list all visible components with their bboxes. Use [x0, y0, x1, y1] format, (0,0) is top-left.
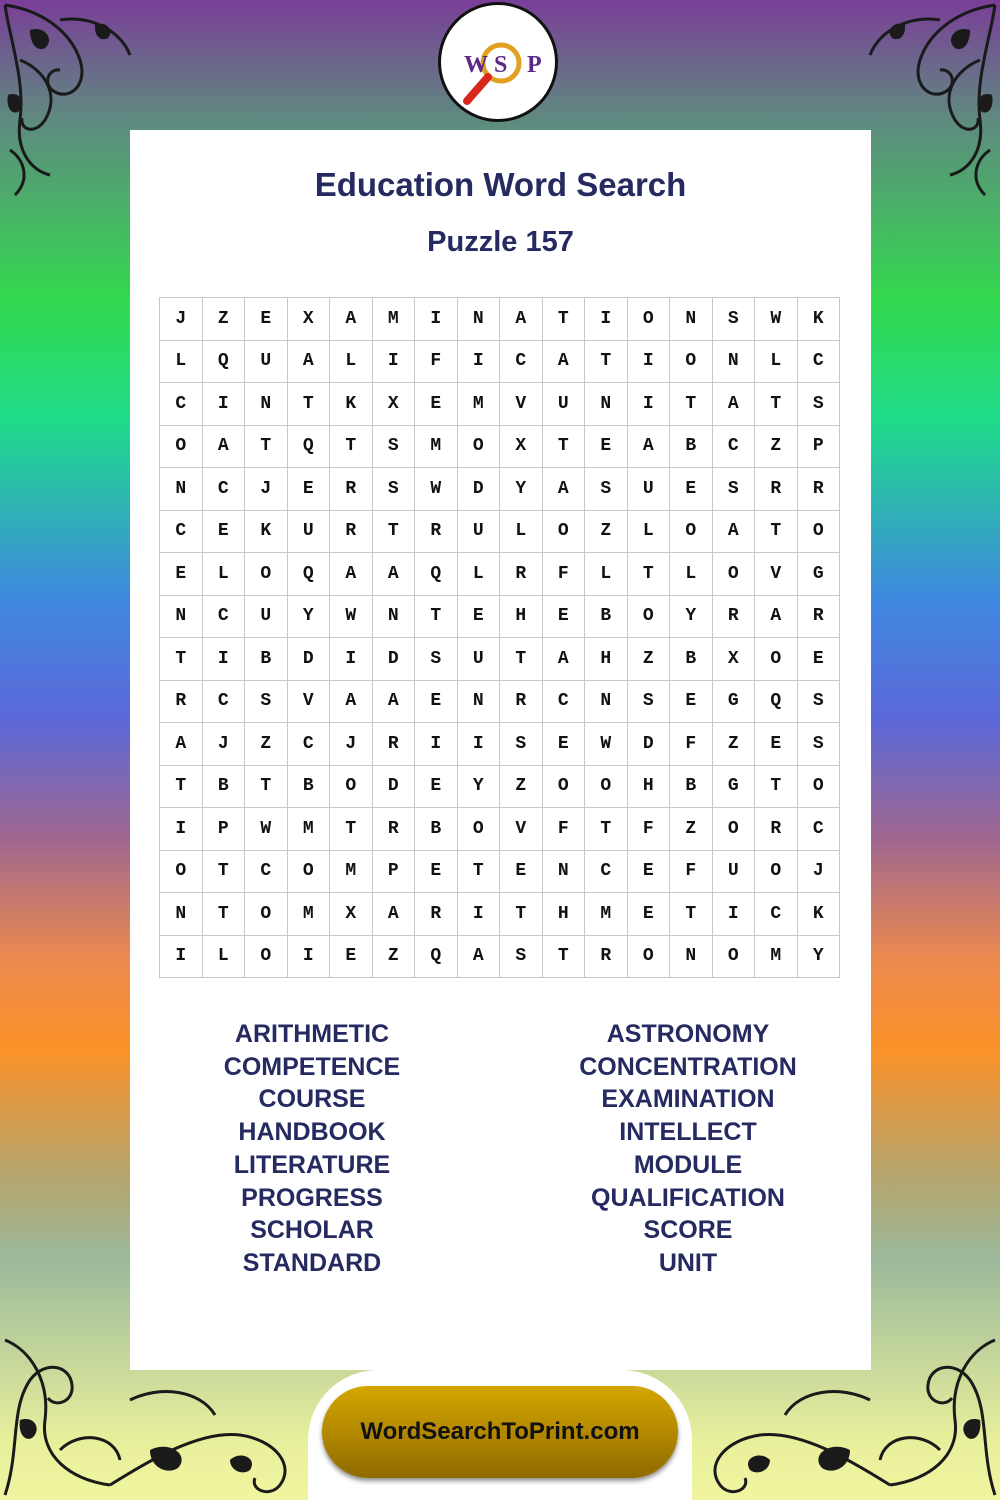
grid-cell[interactable]: B	[670, 766, 713, 809]
grid-cell[interactable]: R	[415, 511, 458, 554]
grid-cell[interactable]: V	[288, 681, 331, 724]
grid-cell[interactable]: O	[755, 638, 798, 681]
grid-cell[interactable]: L	[203, 936, 246, 979]
grid-cell[interactable]: R	[585, 936, 628, 979]
grid-cell[interactable]: M	[755, 936, 798, 979]
word-list-item: ARITHMETIC	[234, 1020, 390, 1048]
grid-cell[interactable]: P	[373, 851, 416, 894]
grid-cell[interactable]: T	[330, 808, 373, 851]
grid-cell[interactable]: C	[245, 851, 288, 894]
grid-cell[interactable]: D	[628, 723, 671, 766]
word-list-item: SCORE	[643, 1216, 733, 1245]
grid-cell[interactable]: E	[245, 298, 288, 341]
grid-cell[interactable]: T	[543, 936, 586, 979]
grid-cell[interactable]: H	[585, 638, 628, 681]
grid-cell[interactable]: S	[585, 468, 628, 511]
grid-cell[interactable]: R	[373, 723, 416, 766]
word-list-item: STANDARD	[242, 1248, 382, 1277]
grid-cell[interactable]: K	[798, 298, 841, 341]
grid-cell[interactable]: Y	[798, 936, 841, 979]
grid-cell[interactable]: N	[585, 383, 628, 426]
grid-cell[interactable]: P	[203, 808, 246, 851]
grid-cell[interactable]: M	[288, 808, 331, 851]
grid-cell[interactable]: R	[500, 681, 543, 724]
grid-cell[interactable]: L	[160, 341, 203, 384]
grid-cell[interactable]: N	[160, 468, 203, 511]
grid-cell[interactable]: I	[160, 808, 203, 851]
word-list-item: MODULE	[633, 1150, 743, 1179]
grid-cell[interactable]: E	[500, 851, 543, 894]
grid-cell[interactable]: A	[713, 383, 756, 426]
grid-cell[interactable]: U	[543, 383, 586, 426]
grid-cell[interactable]: E	[288, 468, 331, 511]
grid-cell[interactable]: U	[245, 596, 288, 639]
grid-cell[interactable]: E	[628, 851, 671, 894]
grid-cell[interactable]: R	[330, 511, 373, 554]
grid-cell[interactable]: E	[755, 723, 798, 766]
grid-cell[interactable]: V	[500, 383, 543, 426]
grid-cell[interactable]: I	[628, 383, 671, 426]
grid-cell[interactable]: T	[245, 426, 288, 469]
grid-cell[interactable]: B	[288, 766, 331, 809]
grid-cell[interactable]: S	[628, 681, 671, 724]
grid-cell[interactable]: O	[798, 511, 841, 554]
grid-cell[interactable]: N	[670, 936, 713, 979]
grid-cell[interactable]: X	[330, 893, 373, 936]
grid-cell[interactable]: T	[245, 766, 288, 809]
grid-cell[interactable]: E	[415, 766, 458, 809]
logo-letter-p: P	[527, 52, 542, 78]
grid-cell[interactable]: I	[288, 936, 331, 979]
grid-cell[interactable]: A	[373, 553, 416, 596]
grid-cell[interactable]: T	[415, 596, 458, 639]
grid-cell[interactable]: C	[500, 341, 543, 384]
word-list-item: COMPETENCE	[223, 1052, 401, 1081]
grid-cell[interactable]: R	[798, 596, 841, 639]
grid-cell[interactable]: R	[415, 893, 458, 936]
grid-cell[interactable]: N	[670, 298, 713, 341]
grid-cell[interactable]: C	[713, 426, 756, 469]
grid-cell[interactable]: R	[373, 808, 416, 851]
grid-cell[interactable]: S	[500, 936, 543, 979]
grid-cell[interactable]: E	[670, 681, 713, 724]
grid-cell[interactable]: Z	[628, 638, 671, 681]
grid-cell[interactable]: H	[543, 893, 586, 936]
grid-cell[interactable]: Z	[500, 766, 543, 809]
grid-cell[interactable]: T	[585, 808, 628, 851]
grid-cell[interactable]: A	[628, 426, 671, 469]
grid-cell[interactable]: Z	[755, 426, 798, 469]
grid-cell[interactable]: I	[203, 638, 246, 681]
word-list-item: PROGRESS	[241, 1183, 383, 1212]
grid-cell[interactable]: L	[203, 553, 246, 596]
grid-cell[interactable]: S	[713, 468, 756, 511]
grid-cell[interactable]: U	[458, 511, 501, 554]
grid-cell[interactable]: I	[160, 936, 203, 979]
grid-cell[interactable]: Q	[288, 426, 331, 469]
grid-cell[interactable]: W	[585, 723, 628, 766]
grid-cell[interactable]: N	[160, 893, 203, 936]
grid-cell[interactable]: E	[415, 851, 458, 894]
grid-cell[interactable]: O	[585, 766, 628, 809]
word-list-item: INTELLECT	[619, 1118, 757, 1147]
grid-cell[interactable]: L	[670, 553, 713, 596]
grid-cell[interactable]: O	[160, 851, 203, 894]
grid-cell[interactable]: C	[798, 808, 841, 851]
grid-cell[interactable]: U	[245, 341, 288, 384]
grid-cell[interactable]: U	[713, 851, 756, 894]
grid-cell[interactable]: R	[160, 681, 203, 724]
grid-cell[interactable]: Q	[415, 553, 458, 596]
grid-cell[interactable]: T	[160, 766, 203, 809]
grid-cell[interactable]: U	[288, 511, 331, 554]
site-link-button[interactable]	[322, 1386, 678, 1478]
grid-cell[interactable]: H	[500, 596, 543, 639]
grid-cell[interactable]: A	[500, 298, 543, 341]
grid-cell[interactable]: S	[713, 298, 756, 341]
grid-cell[interactable]: F	[543, 808, 586, 851]
grid-cell[interactable]: O	[713, 553, 756, 596]
grid-cell[interactable]: T	[670, 893, 713, 936]
grid-cell[interactable]: F	[628, 808, 671, 851]
grid-cell[interactable]: T	[585, 341, 628, 384]
grid-cell[interactable]: O	[670, 341, 713, 384]
grid-cell[interactable]: M	[373, 298, 416, 341]
logo-letter-w: W	[464, 52, 488, 78]
word-list-item: CONCENTRATION	[579, 1052, 797, 1081]
grid-cell[interactable]: W	[245, 808, 288, 851]
grid-cell[interactable]: Y	[670, 596, 713, 639]
corner-ornament-top-right	[850, 0, 1000, 200]
grid-cell[interactable]: R	[330, 468, 373, 511]
grid-cell[interactable]: A	[160, 723, 203, 766]
grid-cell[interactable]: O	[330, 766, 373, 809]
word-list-item: COURSE	[258, 1085, 366, 1114]
grid-cell[interactable]: P	[798, 426, 841, 469]
grid-cell[interactable]: V	[500, 808, 543, 851]
grid-cell[interactable]: T	[500, 638, 543, 681]
grid-cell[interactable]: N	[160, 596, 203, 639]
grid-cell[interactable]: L	[755, 341, 798, 384]
grid-cell[interactable]: N	[585, 681, 628, 724]
grid-cell[interactable]: G	[713, 681, 756, 724]
grid-cell[interactable]: N	[458, 681, 501, 724]
grid-cell[interactable]: T	[160, 638, 203, 681]
grid-cell[interactable]: S	[373, 468, 416, 511]
grid-cell[interactable]: T	[288, 383, 331, 426]
grid-cell[interactable]: D	[373, 766, 416, 809]
grid-cell[interactable]: S	[373, 426, 416, 469]
grid-cell[interactable]: A	[373, 893, 416, 936]
word-list-right	[528, 1018, 848, 1280]
grid-cell[interactable]: O	[755, 851, 798, 894]
grid-cell[interactable]: K	[798, 893, 841, 936]
grid-cell[interactable]: I	[628, 341, 671, 384]
grid-cell[interactable]: Q	[288, 553, 331, 596]
grid-cell[interactable]: I	[458, 723, 501, 766]
grid-cell[interactable]: A	[330, 681, 373, 724]
grid-cell[interactable]: A	[373, 681, 416, 724]
grid-cell[interactable]: R	[755, 808, 798, 851]
grid-cell[interactable]: E	[798, 638, 841, 681]
grid-cell[interactable]: F	[670, 851, 713, 894]
grid-cell[interactable]: E	[670, 468, 713, 511]
word-list-item: EXAMINATION	[601, 1085, 775, 1114]
grid-cell[interactable]: T	[543, 298, 586, 341]
word-list-item: LITERATURE	[233, 1150, 391, 1179]
word-list-item: ASTRONOMY	[606, 1020, 770, 1048]
grid-cell[interactable]: B	[245, 638, 288, 681]
site-link-label: WordSearchToPrint.com	[360, 1418, 640, 1445]
grid-cell[interactable]: K	[245, 511, 288, 554]
puzzle-title: Education Word Search	[314, 166, 687, 203]
grid-cell[interactable]: I	[713, 893, 756, 936]
grid-cell[interactable]: I	[585, 298, 628, 341]
grid-cell[interactable]: O	[628, 596, 671, 639]
grid-cell[interactable]: R	[755, 468, 798, 511]
grid-cell[interactable]: Z	[245, 723, 288, 766]
grid-cell[interactable]: B	[670, 426, 713, 469]
grid-cell[interactable]: J	[245, 468, 288, 511]
word-list-item: SCHOLAR	[250, 1216, 374, 1245]
grid-cell[interactable]: O	[245, 893, 288, 936]
grid-cell[interactable]: T	[203, 893, 246, 936]
grid-cell[interactable]: A	[755, 596, 798, 639]
grid-cell[interactable]: O	[458, 426, 501, 469]
grid-cell[interactable]: U	[628, 468, 671, 511]
grid-cell[interactable]: Y	[288, 596, 331, 639]
grid-cell[interactable]: I	[415, 723, 458, 766]
grid-cell[interactable]: O	[458, 808, 501, 851]
grid-cell[interactable]: E	[543, 596, 586, 639]
grid-cell[interactable]: I	[330, 638, 373, 681]
grid-cell[interactable]: A	[543, 468, 586, 511]
grid-cell[interactable]: Q	[203, 341, 246, 384]
grid-cell[interactable]: O	[543, 766, 586, 809]
grid-cell[interactable]: D	[373, 638, 416, 681]
grid-cell[interactable]: O	[628, 298, 671, 341]
grid-cell[interactable]: M	[415, 426, 458, 469]
grid-cell[interactable]: C	[203, 681, 246, 724]
grid-cell[interactable]: R	[500, 553, 543, 596]
word-list-left	[152, 1018, 472, 1280]
grid-cell[interactable]: S	[245, 681, 288, 724]
grid-cell[interactable]: F	[415, 341, 458, 384]
grid-cell[interactable]: E	[543, 723, 586, 766]
grid-cell[interactable]: O	[543, 511, 586, 554]
grid-cell[interactable]: T	[330, 426, 373, 469]
grid-cell[interactable]: W	[330, 596, 373, 639]
grid-cell[interactable]: S	[798, 723, 841, 766]
grid-cell[interactable]: Z	[203, 298, 246, 341]
grid-cell[interactable]: B	[670, 638, 713, 681]
grid-cell[interactable]: J	[160, 298, 203, 341]
grid-cell[interactable]: N	[373, 596, 416, 639]
grid-cell[interactable]: R	[798, 468, 841, 511]
grid-cell[interactable]: I	[203, 383, 246, 426]
grid-cell[interactable]: X	[500, 426, 543, 469]
grid-cell[interactable]: C	[585, 851, 628, 894]
grid-cell[interactable]: C	[543, 681, 586, 724]
grid-cell[interactable]: E	[415, 681, 458, 724]
grid-cell[interactable]: I	[458, 341, 501, 384]
word-list-item: QUALIFICATION	[591, 1183, 785, 1212]
grid-cell[interactable]: B	[203, 766, 246, 809]
grid-cell[interactable]: Z	[670, 808, 713, 851]
grid-cell[interactable]: U	[458, 638, 501, 681]
grid-cell[interactable]: O	[628, 936, 671, 979]
grid-cell[interactable]: E	[330, 936, 373, 979]
grid-cell[interactable]: Y	[500, 468, 543, 511]
grid-cell[interactable]: C	[160, 383, 203, 426]
grid-cell[interactable]: J	[203, 723, 246, 766]
grid-cell[interactable]: T	[755, 766, 798, 809]
grid-cell[interactable]: T	[543, 426, 586, 469]
grid-cell[interactable]: T	[755, 383, 798, 426]
grid-cell[interactable]: M	[585, 893, 628, 936]
grid-cell[interactable]: Z	[585, 511, 628, 554]
grid-cell[interactable]: Q	[755, 681, 798, 724]
grid-cell[interactable]: C	[755, 893, 798, 936]
grid-cell[interactable]: E	[585, 426, 628, 469]
puzzle-panel	[130, 130, 871, 1370]
grid-cell[interactable]: L	[330, 341, 373, 384]
letter-grid	[159, 297, 840, 978]
grid-cell[interactable]: N	[458, 298, 501, 341]
grid-cell[interactable]: C	[798, 341, 841, 384]
grid-cell[interactable]: A	[543, 341, 586, 384]
grid-cell[interactable]: D	[458, 468, 501, 511]
grid-cell[interactable]: M	[288, 893, 331, 936]
grid-cell[interactable]: E	[203, 511, 246, 554]
grid-cell[interactable]: L	[628, 511, 671, 554]
grid-cell[interactable]: O	[160, 426, 203, 469]
grid-cell[interactable]: T	[670, 383, 713, 426]
grid-cell[interactable]: N	[543, 851, 586, 894]
grid-cell[interactable]: O	[713, 936, 756, 979]
grid-cell[interactable]: O	[288, 851, 331, 894]
grid-cell[interactable]: T	[500, 893, 543, 936]
grid-cell[interactable]: A	[713, 511, 756, 554]
grid-cell[interactable]: L	[585, 553, 628, 596]
grid-cell[interactable]: T	[373, 511, 416, 554]
grid-cell[interactable]: G	[713, 766, 756, 809]
grid-cell[interactable]: F	[543, 553, 586, 596]
grid-cell[interactable]: C	[203, 468, 246, 511]
grid-cell[interactable]: L	[458, 553, 501, 596]
grid-cell[interactable]: B	[415, 808, 458, 851]
grid-cell[interactable]: Z	[373, 936, 416, 979]
grid-cell[interactable]: V	[755, 553, 798, 596]
grid-cell[interactable]: J	[330, 723, 373, 766]
grid-cell[interactable]: C	[203, 596, 246, 639]
grid-cell[interactable]: X	[288, 298, 331, 341]
grid-cell[interactable]: X	[373, 383, 416, 426]
grid-cell[interactable]: N	[713, 341, 756, 384]
grid-cell[interactable]: I	[458, 893, 501, 936]
word-list-item: HANDBOOK	[238, 1118, 386, 1147]
grid-cell[interactable]: A	[543, 638, 586, 681]
grid-cell[interactable]: Q	[415, 936, 458, 979]
grid-cell[interactable]: G	[798, 553, 841, 596]
grid-cell[interactable]: S	[415, 638, 458, 681]
corner-ornament-top-left	[0, 0, 150, 200]
grid-cell[interactable]: F	[670, 723, 713, 766]
grid-cell[interactable]: A	[288, 341, 331, 384]
grid-cell[interactable]: A	[203, 426, 246, 469]
grid-cell[interactable]: A	[330, 553, 373, 596]
grid-cell[interactable]: H	[628, 766, 671, 809]
grid-cell[interactable]: N	[245, 383, 288, 426]
grid-cell[interactable]: J	[798, 851, 841, 894]
grid-cell[interactable]: S	[798, 383, 841, 426]
grid-cell[interactable]: C	[160, 511, 203, 554]
grid-cell[interactable]: S	[798, 681, 841, 724]
puzzle-number: Puzzle 157	[427, 226, 574, 258]
grid-cell[interactable]: T	[628, 553, 671, 596]
grid-cell[interactable]: O	[245, 553, 288, 596]
grid-cell[interactable]: L	[500, 511, 543, 554]
grid-cell[interactable]: B	[585, 596, 628, 639]
grid-cell[interactable]: A	[330, 298, 373, 341]
grid-cell[interactable]: E	[415, 383, 458, 426]
grid-cell[interactable]: I	[373, 341, 416, 384]
grid-cell[interactable]: E	[160, 553, 203, 596]
site-logo[interactable]	[438, 2, 558, 122]
grid-cell[interactable]: I	[415, 298, 458, 341]
grid-cell[interactable]: S	[500, 723, 543, 766]
grid-cell[interactable]: K	[330, 383, 373, 426]
grid-cell[interactable]: T	[458, 851, 501, 894]
grid-cell[interactable]: X	[713, 638, 756, 681]
grid-cell[interactable]: O	[670, 511, 713, 554]
grid-cell[interactable]: O	[713, 808, 756, 851]
word-list-item: UNIT	[658, 1248, 718, 1277]
grid-cell[interactable]: C	[288, 723, 331, 766]
grid-cell[interactable]: E	[628, 893, 671, 936]
grid-cell[interactable]: Y	[458, 766, 501, 809]
grid-cell[interactable]: W	[755, 298, 798, 341]
grid-cell[interactable]: D	[288, 638, 331, 681]
grid-cell[interactable]: T	[755, 511, 798, 554]
grid-cell[interactable]: A	[458, 936, 501, 979]
grid-cell[interactable]: O	[245, 936, 288, 979]
grid-cell[interactable]: R	[713, 596, 756, 639]
grid-cell[interactable]: Z	[713, 723, 756, 766]
logo-letter-s: S	[494, 52, 508, 78]
grid-cell[interactable]: T	[203, 851, 246, 894]
grid-cell[interactable]: M	[330, 851, 373, 894]
grid-cell[interactable]: M	[458, 383, 501, 426]
grid-cell[interactable]: W	[415, 468, 458, 511]
grid-cell[interactable]: O	[798, 766, 841, 809]
grid-cell[interactable]: E	[458, 596, 501, 639]
